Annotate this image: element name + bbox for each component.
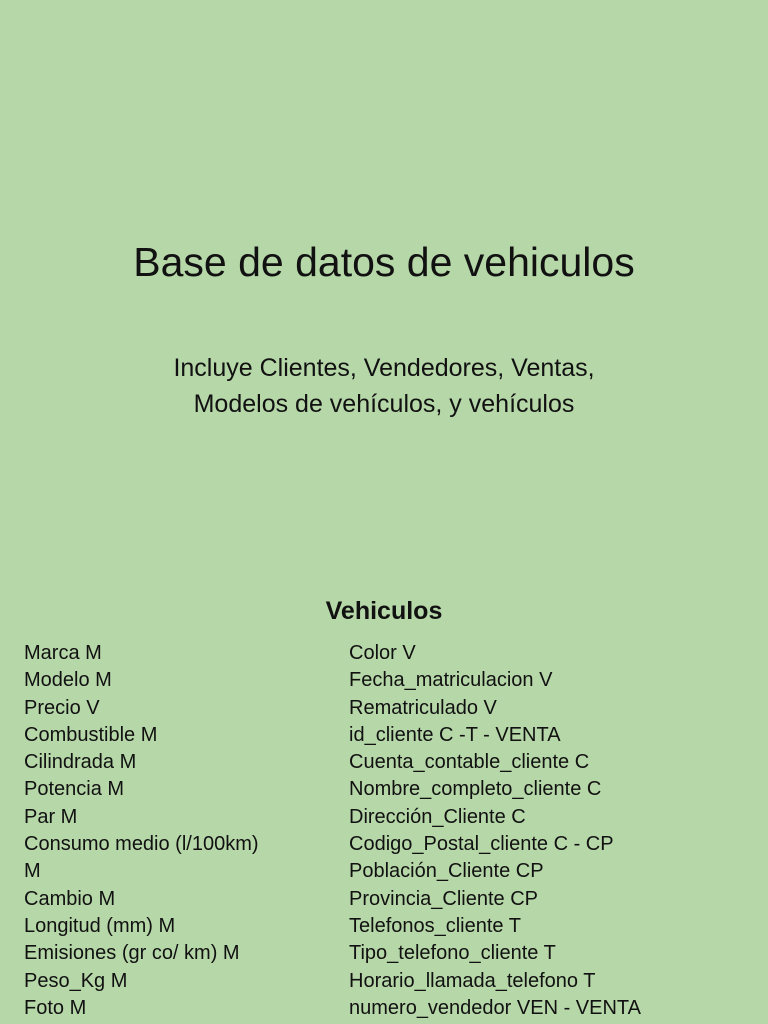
- subtitle-line-1: Incluye Clientes, Vendedores, Ventas,: [173, 354, 595, 382]
- slide-subtitle: [0, 350, 768, 422]
- section-heading-vehiculos: Vehiculos: [325, 597, 443, 625]
- field-item: Color V: [349, 642, 416, 664]
- field-item: Cilindrada M: [24, 751, 137, 774]
- field-item: Población_Cliente CP: [349, 860, 544, 883]
- field-item: M: [24, 860, 41, 883]
- field-item: Foto M: [24, 996, 87, 1019]
- field-item: Nombre_completo_cliente C: [349, 778, 602, 801]
- field-item: Emisiones (gr co/ km) M: [24, 942, 240, 965]
- field-item: Rematriculado V: [349, 696, 497, 719]
- field-item: Cuenta_contable_cliente C: [349, 751, 590, 774]
- field-item: Fecha_matriculacion V: [349, 669, 553, 692]
- field-item: Longitud (mm) M: [24, 914, 176, 937]
- field-item: Codigo_Postal_cliente C - CP: [349, 833, 614, 856]
- field-item: Provincia_Cliente CP: [349, 887, 538, 910]
- field-item: Marca M: [24, 642, 102, 664]
- field-item: numero_vendedor VEN - VENTA: [349, 996, 641, 1019]
- field-item: Combustible M: [24, 723, 158, 746]
- field-item: Telefonos_cliente T: [349, 914, 521, 937]
- field-item: Modelo M: [24, 669, 112, 692]
- left-field-list: [24, 640, 324, 1022]
- field-item: Precio V: [24, 696, 100, 719]
- field-item: Cambio M: [24, 887, 116, 910]
- field-item: Potencia M: [24, 778, 125, 801]
- field-item: Par M: [24, 805, 78, 828]
- right-field-list: [349, 640, 759, 1022]
- field-item: Consumo medio (l/100km): [24, 833, 259, 856]
- field-item: id_cliente C -T - VENTA: [349, 723, 561, 746]
- slide-title: Base de datos de vehiculos: [133, 239, 635, 285]
- field-item: Dirección_Cliente C: [349, 805, 526, 828]
- field-item: Horario_llamada_telefono T: [349, 969, 596, 992]
- field-item: Tipo_telefono_cliente T: [349, 942, 556, 965]
- subtitle-line-2: Modelos de vehículos, y vehículos: [193, 390, 575, 418]
- field-item: Peso_Kg M: [24, 969, 128, 992]
